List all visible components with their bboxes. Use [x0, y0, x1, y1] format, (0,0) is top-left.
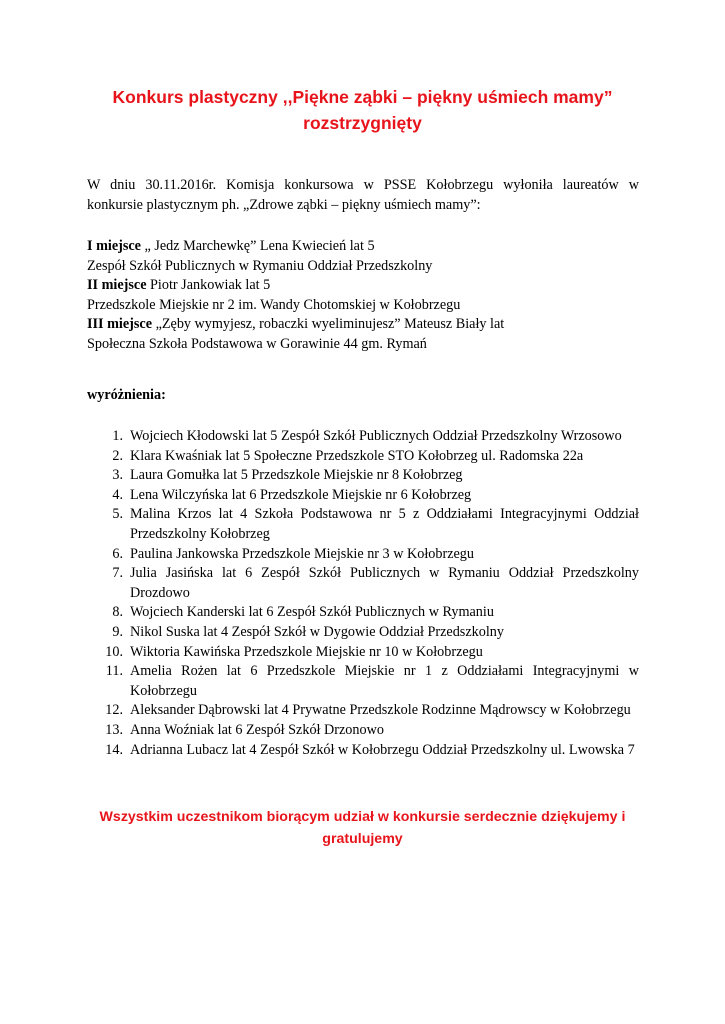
thanks-line-1: Wszystkim uczestnikom biorącym udział w konkursie serdecznie dziękujemy i — [99, 809, 626, 825]
list-item — [87, 662, 639, 701]
winner-1-place: I miejsce — [87, 238, 141, 254]
thank-you-note — [60, 806, 665, 850]
thanks-line-2: gratulujemy — [322, 831, 403, 847]
honorable-mentions-heading: wyróżnienia: — [87, 387, 166, 403]
title-line-1: Konkurs plastyczny ,,Piękne ząbki – piękny uśmiech mamy” — [112, 87, 613, 107]
list-item — [87, 623, 639, 643]
list-item — [87, 466, 639, 486]
list-item — [87, 486, 639, 506]
list-item-number: 1. — [112, 428, 123, 444]
winner-1-line-1 — [87, 237, 647, 257]
winner-3-line-1 — [87, 315, 647, 335]
list-item — [87, 505, 639, 544]
winner-2-place: II miejsce — [87, 277, 147, 294]
list-item-text: Anna Woźniak lat 6 Zespół Szkół Drzonowo — [130, 721, 384, 738]
list-item — [87, 545, 639, 565]
list-item — [87, 741, 639, 761]
winner-1-school: Zespół Szkół Publicznych w Rymaniu Oddział Przedszkolny — [87, 257, 433, 274]
list-item-text: Wojciech Kłodowski lat 5 Zespół Szkół Publicznych Oddział Przedszkolny Wrzosowo — [130, 428, 622, 444]
list-item-text: Nikol Suska lat 4 Zespół Szkół w Dygowie Oddział Przedszkolny — [130, 623, 504, 640]
intro-line-2: konkursie plastycznym ph. „Zdrowe ząbki – piękny uśmiech mamy”: — [87, 197, 481, 213]
list-item-text: Wiktoria Kawińska Przedszkole Miejskie nr 10 w Kołobrzegu — [130, 643, 483, 660]
winner-2-entry: Piotr Jankowiak lat 5 — [146, 277, 271, 294]
list-item-number: 11. — [105, 663, 123, 680]
list-item-number: 10. — [105, 643, 123, 660]
honorable-mentions-list — [87, 427, 639, 760]
list-item-text: Wojciech Kanderski lat 6 Zespół Szkół Publicznych w Rymaniu — [130, 604, 494, 621]
list-item-text: Lena Wilczyńska lat 6 Przedszkole Miejskie nr 6 Kołobrzeg — [130, 486, 472, 503]
list-item-number: 12. — [105, 702, 123, 719]
list-item-text: Julia Jasińska lat 6 Zespół Szkół Publicznych w Rymaniu Oddział Przedszkolny Drozdowo — [130, 565, 639, 601]
list-item-number: 4. — [112, 486, 123, 503]
list-item-number: 6. — [112, 545, 123, 562]
list-item-number: 7. — [112, 565, 123, 582]
winners-section — [87, 237, 647, 355]
winner-2-school: Przedszkole Miejskie nr 2 im. Wandy Chotomskiej w Kołobrzegu — [87, 296, 461, 313]
intro-paragraph — [87, 175, 639, 215]
winner-2-line-1 — [87, 276, 647, 296]
list-item-text: Laura Gomułka lat 5 Przedszkole Miejskie nr 8 Kołobrzeg — [130, 467, 463, 484]
list-item-text: Klara Kwaśniak lat 5 Społeczne Przedszkole STO Kołobrzeg ul. Radomska 22a — [130, 447, 584, 464]
list-item-text: Malina Krzos lat 4 Szkoła Podstawowa nr 5 z Oddziałami Integracyjnymi Oddział Przedszkolny Kołobrzeg — [130, 506, 639, 542]
list-item-number: 9. — [112, 623, 123, 640]
list-item-number: 13. — [105, 721, 123, 738]
list-item-text: Amelia Rożen lat 6 Przedszkole Miejskie nr 1 z Oddziałami Integracyjnymi w Kołobrzegu — [130, 663, 639, 699]
list-item-number: 2. — [112, 447, 123, 464]
list-item-text: Adrianna Lubacz lat 4 Zespół Szkół w Kołobrzegu Oddział Przedszkolny ul. Lwowska 7 — [130, 741, 635, 758]
list-item — [87, 603, 639, 623]
list-item — [87, 721, 639, 741]
list-item — [87, 427, 639, 447]
list-item-number: 3. — [112, 467, 123, 484]
intro-line-1: W dniu 30.11.2016r. Komisja konkursowa w PSSE Kołobrzegu wyłoniła laureatów w — [87, 177, 639, 193]
title-line-2: rozstrzygnięty — [303, 113, 422, 133]
winner-3-place: III miejsce — [87, 316, 153, 333]
list-item — [87, 564, 639, 603]
list-item — [87, 447, 639, 467]
winner-1-entry: „ Jedz Marchewkę” Lena Kwiecień lat 5 — [140, 238, 375, 254]
list-item-number: 14. — [105, 741, 123, 758]
winner-3-entry: „Zęby wymyjesz, robaczki wyeliminujesz” Mateusz Biały lat — [152, 316, 505, 333]
winner-3-school: Społeczna Szkoła Podstawowa w Gorawinie 44 gm. Rymań — [87, 335, 427, 352]
list-item — [87, 701, 639, 721]
list-item-number: 8. — [112, 604, 123, 621]
list-item-text: Paulina Jankowska Przedszkole Miejskie nr 3 w Kołobrzegu — [130, 545, 474, 562]
list-item-number: 5. — [112, 506, 123, 523]
document-title — [60, 84, 665, 136]
list-item-text: Aleksander Dąbrowski lat 4 Prywatne Przedszkole Rodzinne Mądrowscy w Kołobrzegu — [130, 702, 631, 719]
list-item — [87, 643, 639, 663]
